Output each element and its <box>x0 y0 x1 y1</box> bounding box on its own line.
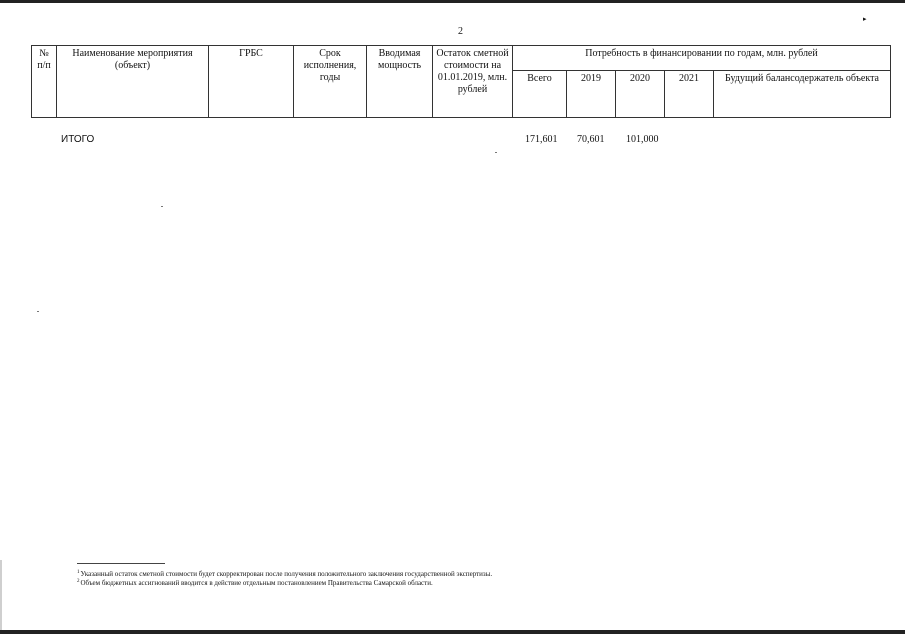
header-num: № п/п <box>32 46 57 118</box>
total-2020-value: 101,000 <box>626 134 659 145</box>
corner-mark: ▸ <box>863 15 867 23</box>
header-remainder: Остаток сметной стоимости на 01.01.2019, млн. рублей <box>433 46 513 118</box>
header-grbs: ГРБС <box>209 46 294 118</box>
total-row <box>0 134 905 148</box>
footnote-separator <box>77 563 165 564</box>
total-2019-value: 70,601 <box>577 134 605 145</box>
total-label: ИТОГО <box>61 134 95 145</box>
scan-speck <box>37 311 39 312</box>
footnote-2 <box>77 577 433 588</box>
financing-table <box>31 45 891 118</box>
scan-left-edge <box>0 560 2 630</box>
header-2019: 2019 <box>567 71 616 118</box>
header-capacity: Вводимая мощность <box>367 46 433 118</box>
header-2021: 2021 <box>665 71 714 118</box>
header-term: Срок исполнения, годы <box>294 46 367 118</box>
page-number: 2 <box>458 26 463 37</box>
header-holder: Будущий балансодержатель объекта <box>714 71 891 118</box>
header-2020: 2020 <box>616 71 665 118</box>
scan-speck <box>495 152 497 153</box>
header-total: Всего <box>513 71 567 118</box>
scan-speck <box>161 206 163 207</box>
footnote-1-text: Указанный остаток сметной стоимости будет скорректирован после получения положительного заключения государственной экспертизы. <box>80 570 493 578</box>
footnote-2-mark: 2 <box>77 579 80 584</box>
header-name: Наименование мероприятия (объект) <box>57 46 209 118</box>
table-header-row <box>32 46 891 71</box>
footnote-1-mark: 1 <box>77 570 80 575</box>
header-financing-group: Потребность в финансировании по годам, млн. рублей <box>513 46 891 71</box>
top-border-line <box>0 0 905 3</box>
total-value: 171,601 <box>525 134 558 145</box>
footnote-2-text: Объем бюджетных ассигнований вводится в действие отдельным постановлением Правительства Самарской области. <box>80 579 433 587</box>
bottom-border-line <box>0 630 905 634</box>
